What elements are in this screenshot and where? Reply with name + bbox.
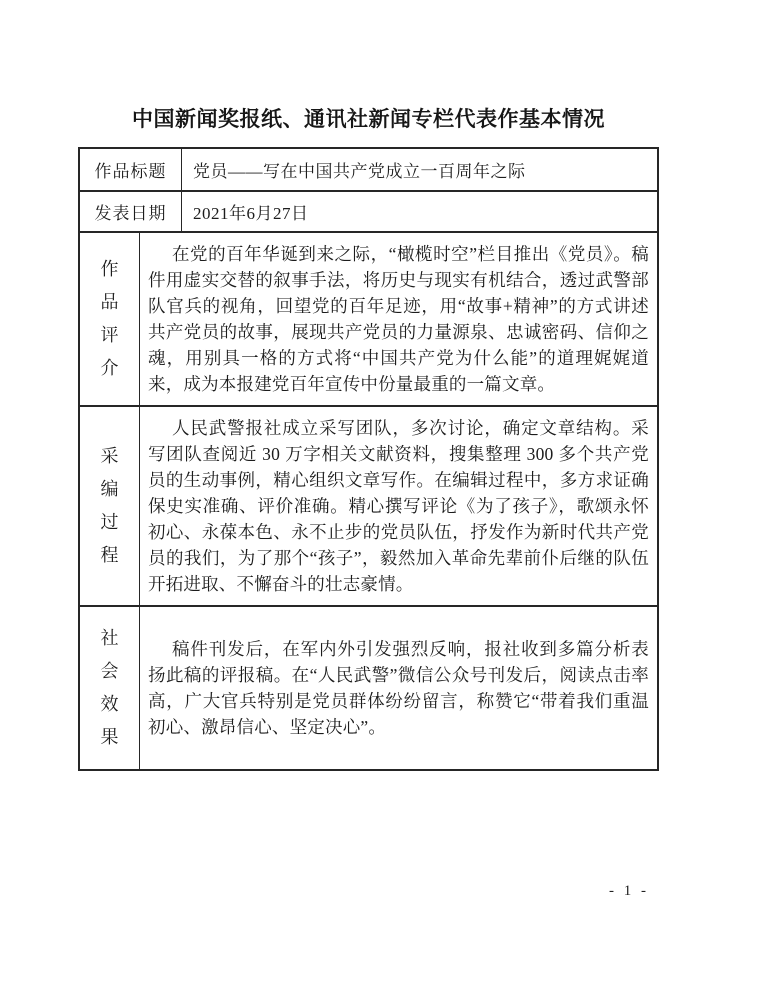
vertical-label-char: 作 — [100, 259, 119, 279]
editing-process-paragraph: 人民武警报社成立采写团队，多次讨论，确定文章结构。采写团队查阅近 30 万字相关文献资料，搜集整理 300 多个共产党员的生动事例，精心组织文章写作。在编辑过程中，多方求证确保史实准确、评价准确。精心撰写评论《为了孩子》，歌颂永怀初心、永葆本色、永不止步的党员队伍，抒发作为新时代共产党员的我们，为了那个“孩子”，毅然加入革命先辈前仆后继的队伍开拓进取、不懈奋斗的壮志豪情。 — [148, 418, 649, 594]
vertical-label-char: 效 — [100, 694, 119, 714]
vertical-label-char: 程 — [100, 545, 119, 565]
row-value-work-review — [140, 233, 657, 405]
work-review-paragraph: 在党的百年华诞到来之际，“橄榄时空”栏目推出《党员》。稿件用虚实交替的叙事手法，将历史与现实有机结合，透过武警部队官兵的视角，回望党的百年足迹，用“故事+精神”的方式讲述共产党员的故事，展现共产党员的力量源泉、忠诚密码、信仰之魂，用别具一格的方式将“中国共产党为什么能”的道理娓娓道来，成为本报建党百年宣传中份量最重的一篇文章。 — [148, 244, 649, 394]
vertical-label-char: 介 — [100, 358, 119, 378]
table-row-social-effect — [80, 607, 657, 769]
row-label-work-review — [80, 233, 140, 405]
row-label-editing-process — [80, 407, 140, 605]
row-value-editing-process — [140, 407, 657, 605]
vertical-label-char: 过 — [100, 512, 119, 532]
vertical-label-char: 社 — [100, 628, 119, 648]
vertical-label-char: 品 — [100, 292, 119, 312]
row-value-work-title: 党员——写在中国共产党成立一百周年之际 — [193, 162, 526, 181]
row-label-publish-date: 发表日期 — [80, 192, 182, 231]
row-label-social-effect — [80, 607, 140, 769]
row-value-social-effect — [140, 607, 657, 769]
table-row-work-title — [80, 149, 657, 192]
vertical-label-char: 会 — [100, 661, 119, 681]
table-row-editing-process — [80, 407, 657, 607]
table-row-work-review — [80, 233, 657, 407]
page-number: - 1 - — [609, 883, 649, 899]
page-title: 中国新闻奖报纸、通讯社新闻专栏代表作基本情况 — [132, 107, 605, 131]
vertical-label-char: 果 — [100, 727, 119, 747]
info-table — [78, 147, 659, 771]
row-label-work-title: 作品标题 — [80, 149, 182, 190]
row-value-publish-date: 2021年6月27日 — [193, 204, 309, 223]
social-effect-paragraph: 稿件刊发后，在军内外引发强烈反响，报社收到多篇分析表扬此稿的评报稿。在“人民武警”微信公众号刊发后，阅读点击率高，广大官兵特别是党员群体纷纷留言，称赞它“带着我们重温初心、激昂信心、坚定决心”。 — [148, 639, 649, 737]
table-row-publish-date — [80, 192, 657, 233]
vertical-label-char: 采 — [100, 446, 119, 466]
vertical-label-char: 评 — [100, 325, 119, 345]
vertical-label-char: 编 — [100, 479, 119, 499]
